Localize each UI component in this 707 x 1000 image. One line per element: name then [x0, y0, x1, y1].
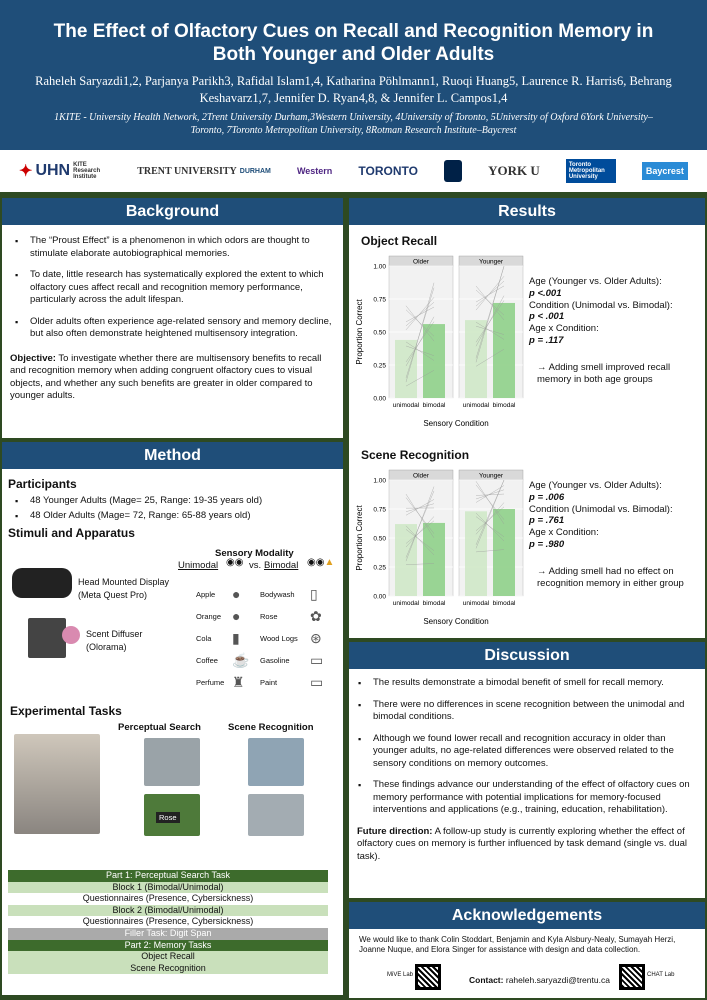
procedure-row: Block 1 (Bimodal/Unimodal) [8, 882, 328, 894]
procedure-row: Part 2: Memory Tasks [8, 940, 328, 952]
scene-recognition-image-2 [248, 794, 304, 836]
logo-strip [0, 150, 707, 192]
x-tick-label: bimodal [422, 402, 446, 409]
discussion-bullet: ▪ Although we found lower recall and recognition accuracy in older than younger adults, no age-related differences were observed related to the sensory conditions on memory outcomes. [353, 733, 697, 771]
recall-chart [353, 250, 525, 438]
authors: Raheleh Saryazdi1,2, Parjanya Parikh3, Rafidal Islam1,4, Katharina Pöhlmann1, Ruoqi Huang5, Laurence R. Harris6, Behrang Keshavarz1,7, Jennifer D. Ryan4,8, & Jennifer L. Campos1,4 [35, 74, 672, 105]
discussion-bullet: ▪ The results demonstrate a bimodal benefit of smell for recall memory. [353, 677, 697, 690]
stimulus-item-icon: ♜ [232, 674, 245, 690]
procedure-row: Questionnaires (Presence, Cybersickness) [8, 916, 328, 928]
facet-label: Older [413, 472, 429, 480]
stimulus-item-label: Perfume [196, 678, 225, 687]
stimulus-item-label: Apple [196, 590, 216, 599]
trent-logo: TRENT UNIVERSITY DURHAM [137, 165, 271, 177]
y-axis-label: Proportion Correct [355, 505, 364, 571]
results-panel [349, 198, 705, 638]
bar [465, 320, 487, 398]
x-tick-label: unimodal [392, 402, 420, 409]
stimulus-item-label: Orange [196, 612, 222, 621]
york-logo: YORK U [488, 163, 540, 178]
x-tick-label: bimodal [422, 600, 446, 607]
affiliations: 1KITE - University Health Network, 2Trent University Durham,3Western University, 4University of Toronto, 5University of Oxford 6York University–Toronto, 7Toronto Metropolitan University, 8Rotman Research Institute–Baycrest [54, 112, 653, 136]
facet-label: Younger [479, 258, 503, 266]
tmu-logo: Toronto Metropolitan University [566, 159, 616, 183]
scent-diffuser-image [28, 618, 66, 658]
vs-label: vs. [249, 560, 262, 571]
eyes-nose-icon: ◉◉▲ [307, 557, 335, 568]
discussion-bullet: ▪ These findings advance our understanding of the effect of olfactory cues on memory performance with potential implications for memory-focused interventions and applications (e.g., training, education, rehabilitation). [353, 779, 697, 817]
baycrest-logo: Baycrest [642, 162, 688, 180]
x-tick-label: unimodal [392, 600, 420, 607]
recall-title: Object Recall [361, 234, 438, 248]
ack-title: Acknowledgements [349, 902, 705, 929]
contact-label: Contact: [469, 975, 504, 985]
participants-title: Participants [8, 477, 77, 491]
x-tick-label: bimodal [492, 600, 516, 607]
recall-stats [529, 276, 699, 385]
vr-headset-image [12, 568, 72, 598]
facet-label: Younger [479, 472, 503, 480]
acknowledgements-panel [349, 902, 705, 998]
recognition-title: Scene Recognition [361, 448, 470, 462]
y-tick-label: 0.25 [373, 564, 386, 572]
procedure-row: Filler Task: Digit Span [8, 928, 328, 940]
uoft-logo: TORONTO [358, 164, 418, 178]
y-tick-label: 0.50 [373, 535, 386, 543]
eyes-icon: ◉◉ [226, 557, 244, 568]
bimodal-label: Bimodal [264, 560, 299, 571]
y-tick-label: 0.50 [373, 329, 386, 337]
y-tick-label: 1.00 [373, 477, 386, 485]
hmd-label: Head Mounted Display (Meta Quest Pro) [78, 577, 170, 600]
background-bullet: ▪ To date, little research has systematically explored the extent to which olfactory cues affect recall and recognition memory performance, particularly across the adult lifespan. [10, 269, 333, 307]
method-title: Method [2, 442, 343, 469]
modality-title: Sensory Modality [215, 548, 294, 559]
stimulus-item-label: Paint [260, 678, 278, 687]
stimulus-item-icon: ▭ [310, 652, 324, 668]
stat-label: Condition (Unimodal vs. Bimodal): [529, 299, 673, 311]
stimulus-item-label: Rose [260, 612, 278, 621]
stimulus-item-label: Wood Logs [260, 634, 298, 643]
discussion-title: Discussion [349, 642, 705, 669]
procedure-table [8, 870, 328, 974]
stat-value: p = .761 [529, 515, 565, 527]
bar [423, 324, 445, 398]
stimulus-item-label: Bodywash [260, 590, 295, 599]
poster-header [0, 0, 707, 150]
scene-recognition-image-1 [248, 738, 304, 786]
chat-qr-code [619, 964, 645, 990]
chat-label: CHAT Lab [647, 972, 675, 978]
stat-label: Age (Younger vs. Older Adults): [529, 480, 662, 491]
unimodal-label: Unimodal [178, 560, 219, 571]
poster-title: The Effect of Olfactory Cues on Recall and Recognition Memory in Both Younger and Older Adults [53, 21, 654, 65]
contact-email: raheleh.saryazdi@trentu.ca [505, 975, 610, 985]
stimulus-item-icon: ▭ [310, 674, 324, 690]
method-panel [2, 442, 343, 995]
results-title: Results [349, 198, 705, 225]
background-title: Background [2, 198, 343, 225]
y-axis-label: Proportion Correct [355, 299, 364, 365]
bar [493, 303, 515, 398]
mive-label: MiVE Lab [387, 972, 414, 978]
x-tick-label: bimodal [492, 402, 516, 409]
perceptual-search-image-1 [144, 738, 200, 786]
y-tick-label: 0.00 [373, 395, 386, 403]
stat-value: p = .980 [529, 538, 565, 550]
western-logo: Western [296, 166, 333, 176]
stimulus-item-icon: ▮ [232, 630, 240, 646]
y-tick-label: 0.25 [373, 362, 386, 370]
stimulus-item-icon: ▯ [310, 586, 318, 602]
stimulus-item-icon: ● [232, 608, 241, 624]
participants-older: ▪ 48 Older Adults (Mage= 72, Range: 65-88 years old) [10, 510, 337, 523]
recognition-stats [529, 480, 699, 589]
discussion-bullet: ▪ There were no differences in scene recognition between the unimodal and bimodal conditions. [353, 699, 697, 724]
future-label: Future direction: [357, 825, 433, 837]
uhn-logo: ✦ UHN KITE Research Institute [19, 162, 101, 180]
participant-photo [14, 734, 100, 834]
stimulus-item-label: Coffee [196, 656, 218, 665]
procedure-row: Scene Recognition [8, 963, 328, 975]
tasks-title-wrap [10, 700, 122, 722]
tasks-title: Experimental Tasks [10, 704, 122, 718]
oxford-logo [444, 160, 462, 182]
x-axis-label: Sensory Condition [423, 419, 489, 428]
stat-value: p = .006 [529, 491, 565, 503]
stat-value: p <.001 [529, 287, 562, 299]
x-tick-label: unimodal [462, 600, 490, 607]
mive-qr-code [415, 964, 441, 990]
x-axis-label: Sensory Condition [423, 617, 489, 626]
stimulus-item-label: Gasoline [260, 656, 290, 665]
diffuser-label: Scent Diffuser (Olorama) [86, 629, 143, 652]
facet-label: Older [413, 258, 429, 266]
stimulus-item-icon: ● [232, 586, 241, 602]
procedure-row: Questionnaires (Presence, Cybersickness) [8, 893, 328, 905]
recall-note: → Adding smell improved recall memory in both age groups [537, 361, 671, 385]
stat-value: p = .117 [529, 334, 564, 346]
x-tick-label: unimodal [462, 402, 490, 409]
background-bullet: ▪ Older adults often experience age-related sensory and memory decline, but also often demonstrate heightened multisensory integration. [10, 316, 333, 341]
y-tick-label: 0.00 [373, 593, 386, 601]
stat-label: Age (Younger vs. Older Adults): [529, 276, 662, 287]
ack-text: We would like to thank Colin Stoddart, Benjamin and Kyla Alsbury-Nealy, Sumayah Herzi, Joanne Nuque, and Elora Singer for assistance with design and data collection. [359, 935, 676, 954]
participants-younger: ▪ 48 Younger Adults (Mage= 25, Range: 19-35 years old) [10, 495, 337, 508]
procedure-row: Object Recall [8, 951, 328, 963]
stimulus-item-icon: ☕ [232, 652, 250, 668]
stat-label: Age x Condition: [529, 527, 599, 539]
objective-label: Objective: [10, 352, 56, 364]
stimuli-title: Stimuli and Apparatus [8, 526, 135, 540]
objective-text: To investigate whether there are multisensory benefits to recall and recognition memory when adding congruent olfactory cues to visual objects, and whether any such benefits are greater in older compared to younger adults. [10, 352, 322, 401]
bar [493, 509, 515, 596]
rose-sign: Rose [156, 812, 180, 823]
discussion-panel [349, 642, 705, 898]
background-panel [2, 198, 343, 438]
stimulus-item-label: Cola [196, 634, 212, 643]
bar [395, 524, 417, 596]
procedure-row: Part 1: Perceptual Search Task [8, 870, 328, 882]
stimulus-item-icon: ⊛ [310, 630, 322, 646]
y-tick-label: 0.75 [373, 296, 386, 304]
future-text: A follow-up study is currently exploring whether the effect of olfactory cues on memory is further influenced by task demand (single vs. dual task). [357, 825, 688, 862]
flower-image [62, 626, 80, 644]
recognition-chart [353, 464, 525, 636]
scene-recognition-label: Scene Recognition [228, 722, 314, 733]
bar [423, 523, 445, 596]
stat-label: Age x Condition: [529, 323, 599, 335]
y-tick-label: 0.75 [373, 506, 386, 514]
perceptual-search-label: Perceptual Search [118, 722, 201, 733]
background-bullet: ▪ The “Proust Effect” is a phenomenon in which odors are thought to stimulate elaborate autobiographical memories. [10, 235, 333, 260]
recognition-note: → Adding smell had no effect on recognition memory in either group [537, 565, 684, 589]
y-tick-label: 1.00 [373, 263, 386, 271]
procedure-row: Block 2 (Bimodal/Unimodal) [8, 905, 328, 917]
stat-label: Condition (Unimodal vs. Bimodal): [529, 503, 673, 515]
stat-value: p < .001 [529, 311, 565, 323]
stimulus-item-icon: ✿ [310, 608, 322, 624]
